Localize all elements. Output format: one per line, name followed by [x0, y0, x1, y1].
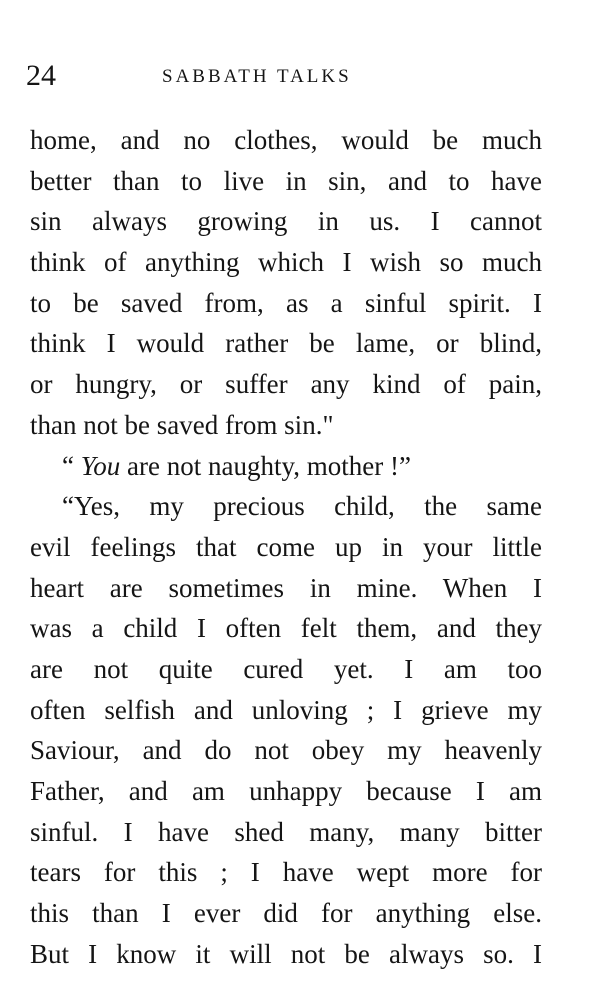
- text-line-15: often selfish and unloving ; I grieve my: [30, 694, 542, 725]
- text-line-4: think of anything which I wish so much: [30, 247, 542, 278]
- text-line-17: Father, and am unhappy because I am: [30, 776, 542, 806]
- text-line-10: “Yes, my precious child, the same: [62, 491, 542, 522]
- running-title: SABBATH TALKS: [162, 66, 352, 87]
- body-text: [30, 120, 542, 974]
- text-line-21: But I know it will not be always so. I: [30, 938, 542, 969]
- quote-rest: are not naughty, mother !”: [120, 450, 411, 481]
- quote-open: “: [62, 450, 81, 481]
- text-line-12: heart are sometimes in mine. When I: [30, 572, 542, 603]
- text-line-3: sin always growing in us. I cannot: [30, 206, 542, 237]
- page-number: 24: [26, 59, 56, 92]
- running-head: [26, 58, 540, 94]
- text-line-5: to be saved from, as a sinful spirit. I: [30, 287, 542, 318]
- text-line-16: Saviour, and do not obey my heavenly: [30, 735, 542, 766]
- text-line-18: sinful. I have shed many, many bitter: [30, 816, 542, 847]
- text-line-11: evil feelings that come up in your little: [30, 531, 542, 562]
- text-line-7: or hungry, or suffer any kind of pain,: [30, 369, 542, 400]
- text-line-13: was a child I often felt them, and they: [30, 613, 542, 644]
- text-line-9: [30, 446, 542, 487]
- text-line-20: this than I ever did for anything else.: [30, 898, 542, 929]
- text-line-1: home, and no clothes, would be much: [30, 125, 542, 155]
- text-line-14: are not quite cured yet. I am too: [30, 653, 542, 684]
- emphasized-word: You: [80, 450, 121, 481]
- text-line-6: think I would rather be lame, or blind,: [30, 328, 542, 359]
- text-line-8: than not be saved from sin.": [30, 409, 334, 440]
- text-line-2: better than to live in sin, and to have: [30, 165, 542, 196]
- text-line-19: tears for this ; I have wept more for: [30, 857, 542, 888]
